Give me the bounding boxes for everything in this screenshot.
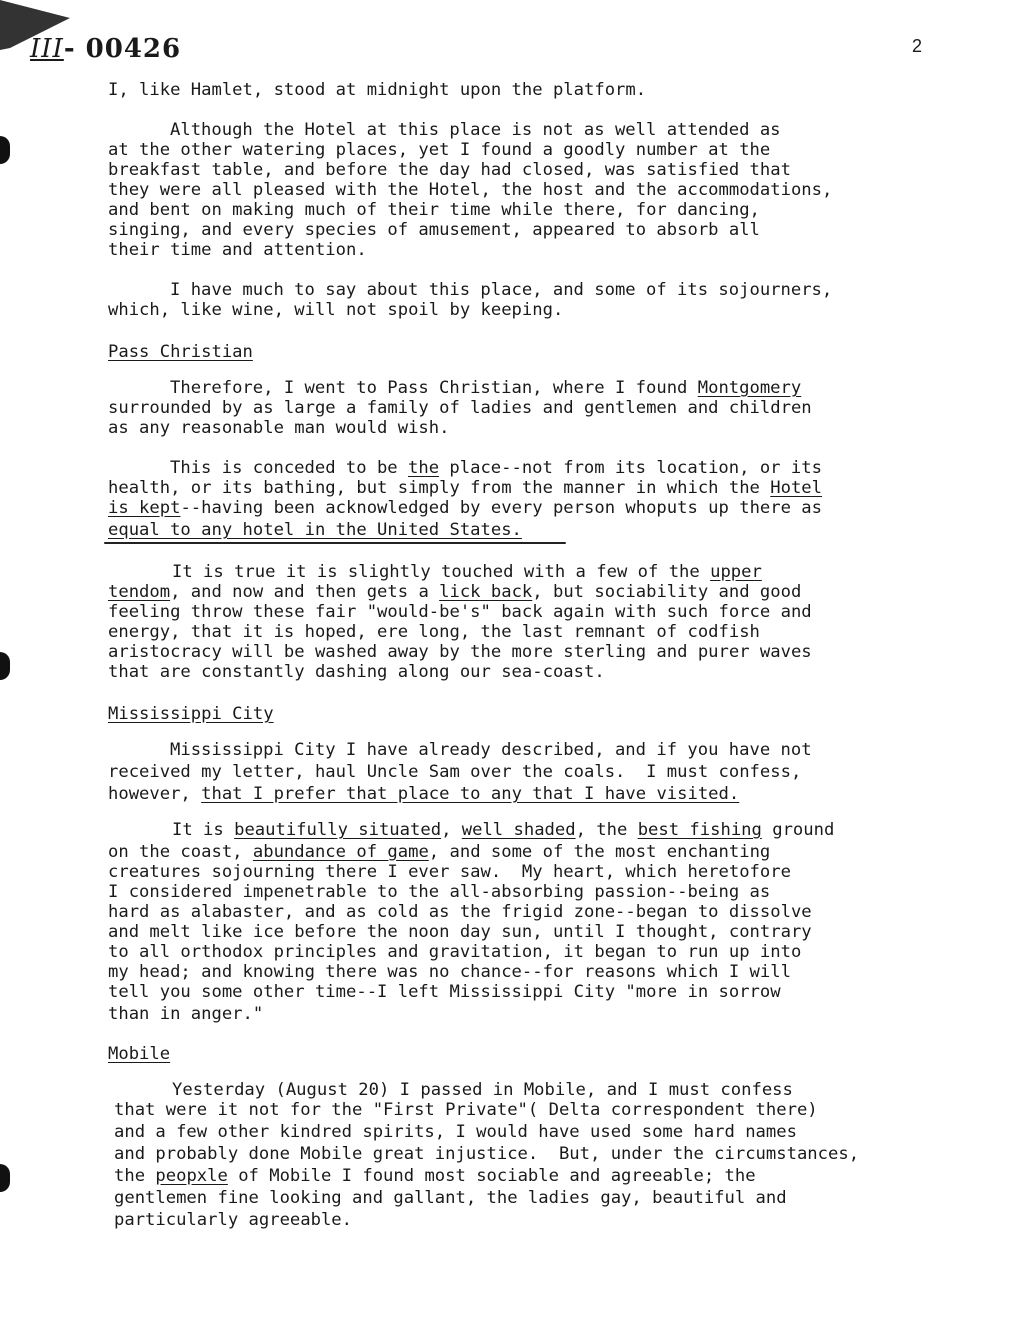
document-id	[30, 34, 181, 64]
text-line: my head; and knowing there was no chance--for reasons which I will	[108, 962, 791, 982]
text-line: Yesterday (August 20) I passed in Mobile, and I must confess	[172, 1080, 793, 1100]
text-line: as any reasonable man would wish.	[108, 418, 450, 438]
text-line: singing, and every species of amusement, appeared to absorb all	[108, 220, 760, 240]
underlined-text: abundance of game	[252, 842, 429, 862]
text-line: health, or its bathing, but simply from the manner in which the Hotel	[108, 478, 823, 498]
page-number: 2	[912, 36, 923, 56]
text-line: which, like wine, will not spoil by keeping.	[108, 300, 564, 320]
text-line: that are constantly dashing along our sea-coast.	[108, 662, 605, 682]
underlined-text: is kept	[108, 498, 181, 518]
underlined-text: tendom	[108, 582, 171, 602]
text-line: I have much to say about this place, and some of its sojourners,	[170, 280, 833, 300]
text-line: they were all pleased with the Hotel, the host and the accommodations,	[108, 180, 833, 200]
text-line: Mississippi City I have already described, and if you have not	[170, 740, 812, 760]
text-line: surrounded by as large a family of ladies and gentlemen and children	[108, 398, 812, 418]
text-line: feeling throw these fair "would-be's" back again with such force and	[108, 602, 812, 622]
punch-hole-mark	[0, 136, 10, 164]
section-heading-pass-christian: Pass Christian	[108, 342, 253, 362]
section-heading-mobile: Mobile	[108, 1044, 171, 1064]
text-line: and melt like ice before the noon day sun, until I thought, contrary	[108, 922, 812, 942]
text-line: however, that I prefer that place to any that I have visited.	[108, 784, 740, 804]
text-line: on the coast, abundance of game, and some of the most enchanting	[108, 842, 771, 862]
underlined-text: Montgomery	[697, 378, 802, 398]
text-line: and probably done Mobile great injustice. But, under the circumstances,	[114, 1144, 860, 1164]
document-id-number: - 00426	[63, 34, 182, 64]
underlined-text: best fishing	[637, 820, 762, 840]
text-line: I considered impenetrable to the all-absorbing passion--being as	[108, 882, 771, 902]
text-line: tendom, and now and then gets a lick back, but sociability and good	[108, 582, 802, 602]
text-line: to all orthodox principles and gravitation, it began to run up into	[108, 942, 802, 962]
text-line: energy, that it is hoped, ere long, the last remnant of codfish	[108, 622, 760, 642]
text-line: received my letter, haul Uncle Sam over the coals. I must confess,	[108, 762, 802, 782]
text-line: aristocracy will be washed away by the more sterling and purer waves	[108, 642, 812, 662]
underlined-text: that I prefer that place to any that I have visited.	[201, 784, 740, 804]
text-line: particularly agreeable.	[114, 1210, 352, 1230]
document-id-roman: III	[30, 34, 64, 64]
text-line: It is true it is slightly touched with a few of the upper	[172, 562, 762, 582]
punch-hole-mark	[0, 1164, 10, 1192]
text-line: at the other watering places, yet I found a goodly number at the	[108, 140, 771, 160]
text-line: and a few other kindred spirits, I would have used some hard names	[114, 1122, 797, 1142]
text-line: hard as alabaster, and as cold as the frigid zone--began to dissolve	[108, 902, 812, 922]
text-line: creatures sojourning there I ever saw. My heart, which heretofore	[108, 862, 791, 882]
text-line: their time and attention.	[108, 240, 367, 260]
hand-drawn-underline	[104, 542, 566, 544]
underlined-text: Hotel	[770, 478, 823, 498]
underlined-text: beautifully situated	[234, 820, 442, 840]
underlined-text: peopxle	[155, 1166, 228, 1186]
text-line: Although the Hotel at this place is not as well attended as	[170, 120, 781, 140]
underlined-text: well shaded	[461, 820, 576, 840]
text-line: the peopxle of Mobile I found most sociable and agreeable; the	[114, 1166, 756, 1186]
section-heading-mississippi-city: Mississippi City	[108, 704, 274, 724]
text-line: Therefore, I went to Pass Christian, where I found Montgomery	[170, 378, 802, 398]
punch-hole-mark	[0, 652, 10, 680]
text-line: tell you some other time--I left Mississippi City "more in sorrow	[108, 982, 781, 1002]
underlined-text: lick back	[439, 582, 533, 602]
text-line: that were it not for the "First Private"( Delta correspondent there)	[114, 1100, 818, 1120]
text-line: and bent on making much of their time while there, for dancing,	[108, 200, 760, 220]
underlined-text-line: equal to any hotel in the United States.	[108, 520, 522, 540]
text-line: I, like Hamlet, stood at midnight upon the platform.	[108, 80, 647, 100]
underlined-text: upper	[710, 562, 762, 582]
text-line: gentlemen fine looking and gallant, the ladies gay, beautiful and	[114, 1188, 787, 1208]
text-line: breakfast table, and before the day had closed, was satisfied that	[108, 160, 791, 180]
text-line: This is conceded to be the place--not from its location, or its	[170, 458, 822, 478]
text-line: is kept--having been acknowledged by every person whoputs up there as	[108, 498, 822, 518]
text-line: than in anger."	[108, 1004, 264, 1024]
text-line: It is beautifully situated, well shaded, the best fishing ground	[172, 820, 835, 840]
underlined-text: the	[408, 458, 440, 478]
